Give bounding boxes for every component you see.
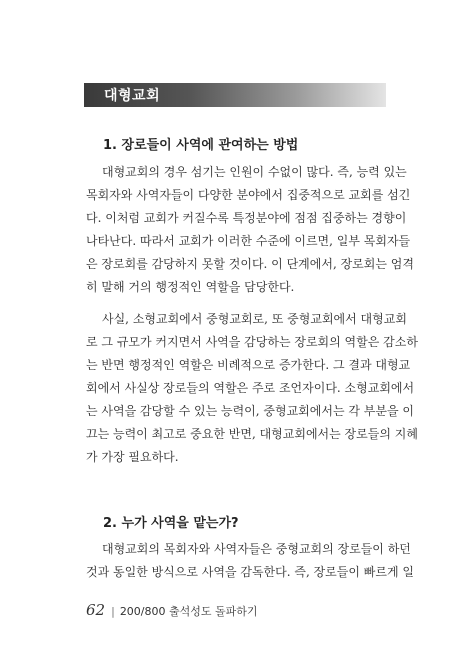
paragraph-line: 대형교회의 경우 섬기는 인원이 수없이 많다. 즉, 능력 있는 [102, 165, 407, 179]
paragraph-line: 가 가장 필요하다. [86, 450, 179, 464]
paragraph-line: 히 말해 거의 행정적인 역할을 담당한다. [86, 280, 295, 294]
page-number: 62 [86, 601, 106, 619]
paragraph-line: 다. 이처럼 교회가 커질수록 특정분야에 점점 집중하는 경향이 [86, 211, 407, 225]
paragraph-line: 회에서 사실상 장로들의 역할은 주로 조언자이다. 소형교회에서 [86, 381, 415, 395]
paragraph-line: 대형교회의 목회자와 사역자들은 중형교회의 장로들이 하던 [102, 542, 411, 556]
subsection-heading-1: 1. 장로들이 사역에 관여하는 방법 [103, 138, 299, 153]
page-footer [86, 601, 258, 619]
paragraph-line: 은 장로회를 감당하지 못할 것이다. 이 단계에서, 장로회는 엄격 [86, 257, 414, 271]
section-banner [84, 83, 386, 107]
paragraph-line: 사실, 소형교회에서 중형교회로, 또 중형교회에서 대형교회 [102, 312, 407, 326]
paragraph-line: 나타난다. 따라서 교회가 이러한 수준에 이르면, 일부 목회자들 [86, 234, 411, 248]
book-title: 200/800 출석성도 돌파하기 [119, 605, 258, 618]
paragraph-line: 것과 동일한 방식으로 사역을 감독한다. 즉, 장로들이 빠르게 일 [86, 565, 414, 579]
footer-separator: | [111, 605, 115, 618]
subsection-heading-2: 2. 누가 사역을 맡는가? [103, 516, 239, 531]
paragraph-line: 목회자와 사역자들이 다양한 분야에서 집중적으로 교회를 섬긴 [86, 188, 411, 202]
paragraph-line: 로 그 규모가 커지면서 사역을 감당하는 장로회의 역할은 감소하 [86, 335, 418, 349]
paragraph-line: 는 사역을 감당할 수 있는 능력이, 중형교회에서는 각 부분을 이 [86, 404, 414, 418]
paragraph-line: 는 반면 행정적인 역할은 비례적으로 증가한다. 그 결과 대형교 [86, 358, 411, 372]
section-title: 대형교회 [104, 88, 161, 104]
paragraph-line: 끄는 능력이 최고로 중요한 반면, 대형교회에서는 장로들의 지혜 [86, 427, 418, 441]
